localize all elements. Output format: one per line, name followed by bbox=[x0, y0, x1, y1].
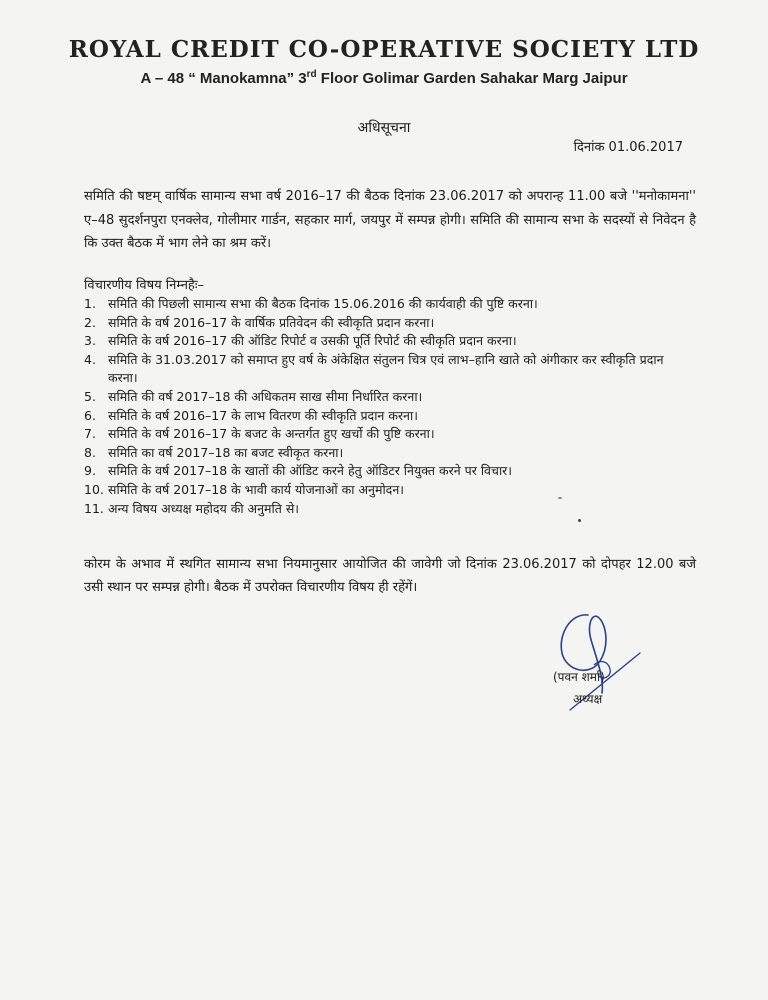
agenda-item bbox=[84, 407, 684, 426]
quorum-paragraph: कोरम के अभाव में स्थगित सामान्य सभा नियमानुसार आयोजित की जावेगी जो दिनांक 23.06.2017 को दोपहर 12.00 बजे उसी स्थान पर सम्पन्न होगी। बैठक में उपरोक्त विचारणीय विषय ही रहेंगें। bbox=[84, 557, 696, 595]
agenda-item-number: 3. bbox=[84, 333, 96, 349]
agenda-item-number: 9. bbox=[84, 463, 96, 479]
agenda-item bbox=[84, 351, 684, 388]
agenda-item bbox=[84, 425, 684, 444]
agenda-item bbox=[84, 332, 684, 351]
agenda-item-text: समिति की वर्ष 2017–18 की अधिकतम साख सीमा निर्धारित करना। bbox=[108, 388, 423, 404]
agenda-item bbox=[84, 295, 684, 314]
agenda-item bbox=[84, 500, 684, 519]
agenda-item-number: 1. bbox=[84, 296, 96, 311]
agenda-item bbox=[84, 444, 684, 463]
signatory-name: (पवन शर्मा) bbox=[553, 670, 605, 684]
signatory-title: अध्यक्ष bbox=[573, 692, 603, 706]
agenda-item-text: समिति के वर्ष 2016–17 की ऑडिट रिपोर्ट व उसकी पूर्ति रिपोर्ट की स्वीकृति प्रदान करना। bbox=[108, 333, 517, 349]
scan-speck bbox=[558, 497, 562, 499]
org-title: ROYAL CREDIT CO-OPERATIVE SOCIETY LTD bbox=[68, 36, 700, 63]
agenda-item-text: समिति के वर्ष 2017–18 के भावी कार्य योजनाओं का अनुमोदन। bbox=[108, 481, 404, 497]
agenda-item-text: समिति के वर्ष 2016–17 के बजट के अन्तर्गत हुए खर्चो की पुष्टि करना। bbox=[108, 426, 435, 442]
org-address bbox=[0, 69, 768, 87]
notice-date: दिनांक 01.06.2017 bbox=[573, 140, 683, 155]
agenda-heading: विचारणीय विषय निम्नहैः– bbox=[84, 278, 204, 293]
agenda-item bbox=[84, 462, 684, 481]
agenda-item bbox=[84, 388, 684, 407]
agenda-item-number: 8. bbox=[84, 444, 96, 460]
agenda-item-number: 4. bbox=[84, 351, 96, 367]
agenda-item-number: 6. bbox=[84, 407, 96, 423]
address-part-2: Floor Golimar Garden Sahakar Marg Jaipur bbox=[316, 70, 628, 87]
agenda-item-number: 10. bbox=[84, 481, 104, 497]
agenda-item-text: समिति के वर्ष 2016–17 के वार्षिक प्रतिवेदन की स्वीकृति प्रदान करना। bbox=[108, 314, 435, 330]
agenda-item bbox=[84, 481, 684, 500]
agenda-item-text: समिति का वर्ष 2017–18 का बजट स्वीकृत करना। bbox=[108, 444, 344, 460]
agenda-item-text: अन्य विषय अध्यक्ष महोदय की अनुमति से। bbox=[108, 500, 300, 516]
agenda-item-number: 5. bbox=[84, 388, 96, 404]
agenda-item bbox=[84, 314, 684, 333]
agenda-item-text: समिति के वर्ष 2016–17 के लाभ वितरण की स्वीकृति प्रदान करना। bbox=[108, 407, 418, 423]
agenda-item-text: समिति के वर्ष 2017–18 के खातों की ऑडिट करने हेतु ऑडिटर नियुक्त करने पर विचार। bbox=[108, 463, 513, 479]
agenda-item-text: समिति के 31.03.2017 को समाप्त हुए वर्ष के अंकेक्षित संतुलन चित्र एवं लाभ–हानि खाते को अंगीकार कर स्वीकृति प्रदान करना। bbox=[108, 351, 664, 386]
agenda-item-number: 2. bbox=[84, 314, 96, 330]
intro-paragraph: समिति की षष्टम् वार्षिक सामान्य सभा वर्ष 2016–17 की बैठक दिनांक 23.06.2017 को अपरान्ह 11.00 बजे ''मनोकामना'' ए–48 सुदर्शनपुरा एनक्लेव, गोलीमार गार्डन, सहकार मार्ग, जयपुर में सम्पन्न होगी। समिति की सामान्य सभा के सदस्यों से निवेदन है कि उक्त बैठक में भाग लेने का श्रम करें। bbox=[84, 189, 696, 251]
agenda-item-number: 11. bbox=[84, 500, 104, 516]
agenda-item-number: 7. bbox=[84, 426, 96, 442]
scan-speck bbox=[578, 519, 581, 522]
agenda-list bbox=[84, 295, 684, 518]
notice-heading: अधिसूचना bbox=[357, 120, 411, 136]
address-superscript: rd bbox=[306, 69, 317, 80]
address-part-1: A – 48 “ Manokamna” 3 bbox=[140, 70, 307, 87]
agenda-item-text: समिति की पिछली सामान्य सभा की बैठक दिनांक 15.06.2016 की कार्यवाही की पुष्टि करना। bbox=[108, 296, 538, 311]
